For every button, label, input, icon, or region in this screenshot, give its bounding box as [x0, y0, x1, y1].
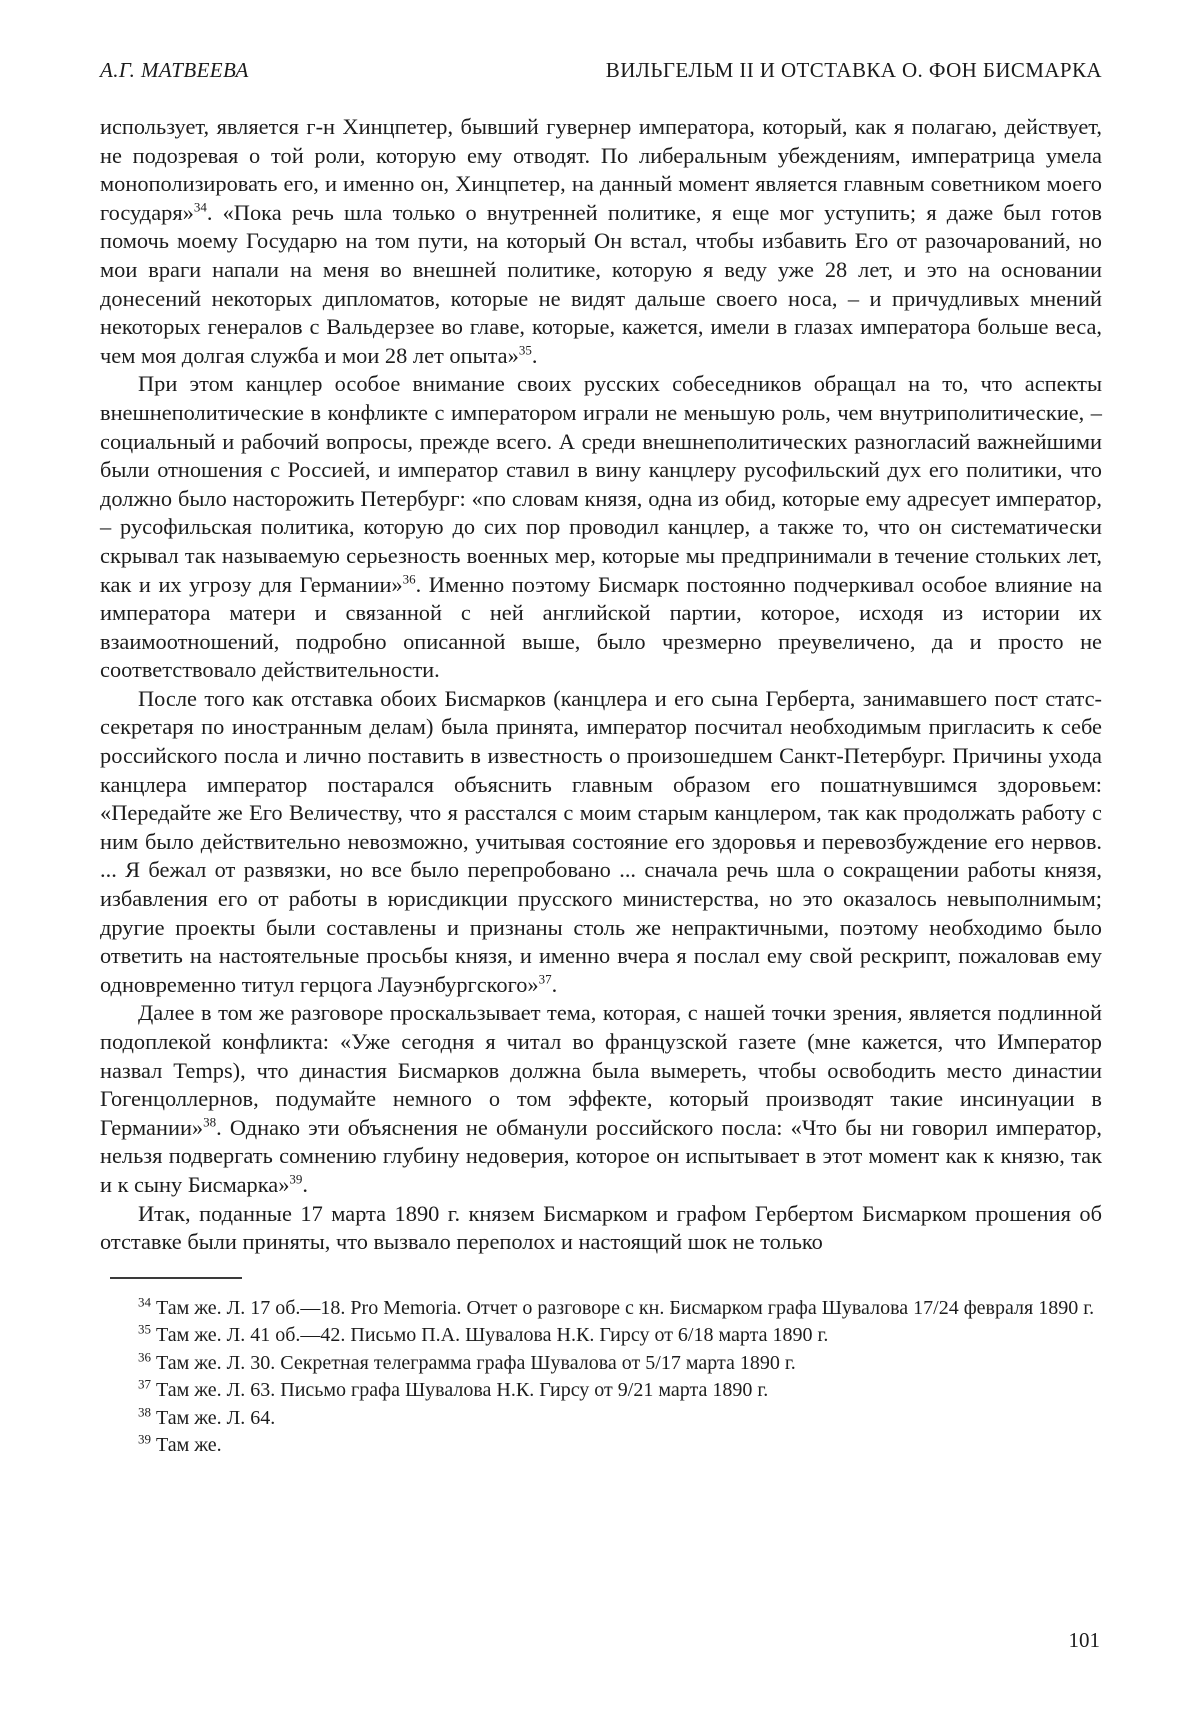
footnote-item: $^{38}$ Там же. Л. 64.: [138, 1404, 276, 1429]
footnote-separator: [110, 1277, 242, 1279]
page-content: [100, 58, 1102, 1460]
footnote-number: 39: [138, 1431, 151, 1447]
footnote-item: $^{36}$ Там же. Л. 30. Секретная телеграмма графа Шувалова от 5/17 марта 1890 г.: [138, 1349, 796, 1374]
body-text: [100, 113, 1102, 1257]
footnote-ref: 38: [203, 1114, 217, 1130]
paragraph: Далее в том же разговоре проскальзывает тема, которая, с нашей точки зрения, является подлинной подоплекой конфликта: «Уже сегодня я читал во французской газете (мне кажется, что Император назвал Temps), что династия Бисмарков должна была вымереть, чтобы освободить место династии Гогенцоллернов, подумайте немного о том эффекте, который производят такие инсинуации в Германии»$^{38}$. Однако эти объяснения не обманули российского посла: «Что бы ни говорил император, нельзя подвергать сомнению глубину недоверия, которое он испытывает в этот момент как к князю, так и к сыну Бисмарка»$^{39}$.: [100, 1000, 1102, 1197]
footnote-ref: 36: [402, 571, 416, 587]
footnote-ref: 37: [538, 971, 552, 987]
running-header: [100, 58, 1102, 83]
footnote-ref: 35: [518, 342, 532, 358]
footnote-item: $^{34}$ Там же. Л. 17 об.—18. Pro Memoria. Отчет о разговоре с кн. Бисмарком графа Шувалова 17/24 февраля 1890 г.: [138, 1294, 1095, 1319]
footnote-item: $^{35}$ Там же. Л. 41 об.—42. Письмо П.А. Шувалова Н.К. Гирсу от 6/18 марта 1890 г.: [138, 1321, 829, 1347]
footnote-item: $^{37}$ Там же. Л. 63. Письмо графа Шувалова Н.К. Гирсу от 9/21 марта 1890 г.: [138, 1376, 769, 1402]
footnote-ref: 39: [289, 1171, 303, 1187]
footnote-ref: 34: [193, 199, 207, 215]
paragraph: использует, является г-н Хинцпетер, бывший гувернер императора, который, как я полагаю, действует, не подозревая о той роли, которую ему отводят. По либеральным убеждениям, императрица умела монополизировать его, и именно он, Хинцпетер, на данный момент является главным советником моего государя»$^{34}$. «Пока речь шла только о внутренней политике, я еще мог уступить; я даже был готов помочь моему Государю на том пути, на который Он встал, чтобы избавить Его от разочарований, но мои враги напали на меня во внешней политике, которую я веду уже 28 лет, и это на основании донесений некоторых дипломатов, которые не видят дальше своего носа, – и причудливых мнений некоторых генералов с Вальдерзее во главе, которые, кажется, имели в глазах императора больше веса, чем моя долгая служба и мои 28 лет опыта»$^{35}$.: [100, 114, 1102, 368]
page-number: 101: [1068, 1628, 1100, 1652]
footnote-number: 38: [138, 1404, 151, 1420]
paragraph: После того как отставка обоих Бисмарков (канцлера и его сына Герберта, занимавшего пост статс-секретаря по иностранным делам) была принята, император посчитал необходимым пригласить к себе российского посла и лично поставить в известность о произошедшем Санкт-Петербург. Причины ухода канцлера император постарался объяснить главным образом его пошатнувшимся здоровьем: «Передайте же Его Величеству, что я расстался с моим старым канцлером, так как продолжать работу с ним было действительно невозможно, учитывая состояние его здоровья и перевозбуждение его нервов. ... Я бежал от развязки, но все было перепробовано ... сначала речь шла о сокращении работы князя, избавления его от работы в юрисдикции прусского министерства, но это оказалось невыполнимым; другие проекты были составлены и признаны столь же непрактичными, поэтому необходимо было ответить на настоятельные просьбы князя, и именно вчера я послал ему свой рескрипт, пожаловав ему одновременно титул герцога Лауэнбургского»$^{37}$.: [100, 685, 1102, 997]
paragraph: При этом канцлер особое внимание своих русских собеседников обращал на то, что аспекты внешнеполитические в конфликте с императором играли не меньшую роль, чем внутриполитические, – социальный и рабочий вопросы, прежде всего. А среди внешнеполитических разногласий важнейшими были отношения с Россией, и император ставил в вину канцлеру русофильский дух его политики, что должно было насторожить Петербург: «по словам князя, одна из обид, которые ему адресует император, – русофильская политика, которую до сих пор проводил канцлер, а также то, что он систематически скрывал так называемую серьезность военных мер, которые мы предпринимали в течение стольких лет, как и их угрозу для Германии»$^{36}$. Именно поэтому Бисмарк постоянно подчеркивал особое влияние на императора матери и связанной с ней английской партии, которое, исходя из истории их взаимоотношений, подробно описанной выше, было чрезмерно преувеличено, да и просто не соответствовало действительности.: [100, 371, 1103, 683]
footnote-number: 37: [138, 1376, 151, 1392]
footnote-number: 34: [138, 1294, 151, 1310]
footnote-item: $^{39}$ Там же.: [138, 1431, 222, 1457]
header-article-title: ВИЛЬГЕЛЬМ II И ОТСТАВКА О. ФОН БИСМАРКА: [605, 58, 1102, 82]
footnote-number: 36: [138, 1349, 151, 1365]
header-author: А.Г. МАТВЕЕВА: [100, 58, 249, 82]
footnotes: [100, 1295, 1102, 1460]
footnote-number: 35: [138, 1321, 151, 1337]
paragraph: Итак, поданные 17 марта 1890 г. князем Бисмарком и графом Гербертом Бисмарком прошения об отставке были приняты, что вызвало переполох и настоящий шок не только: [100, 1200, 1102, 1255]
